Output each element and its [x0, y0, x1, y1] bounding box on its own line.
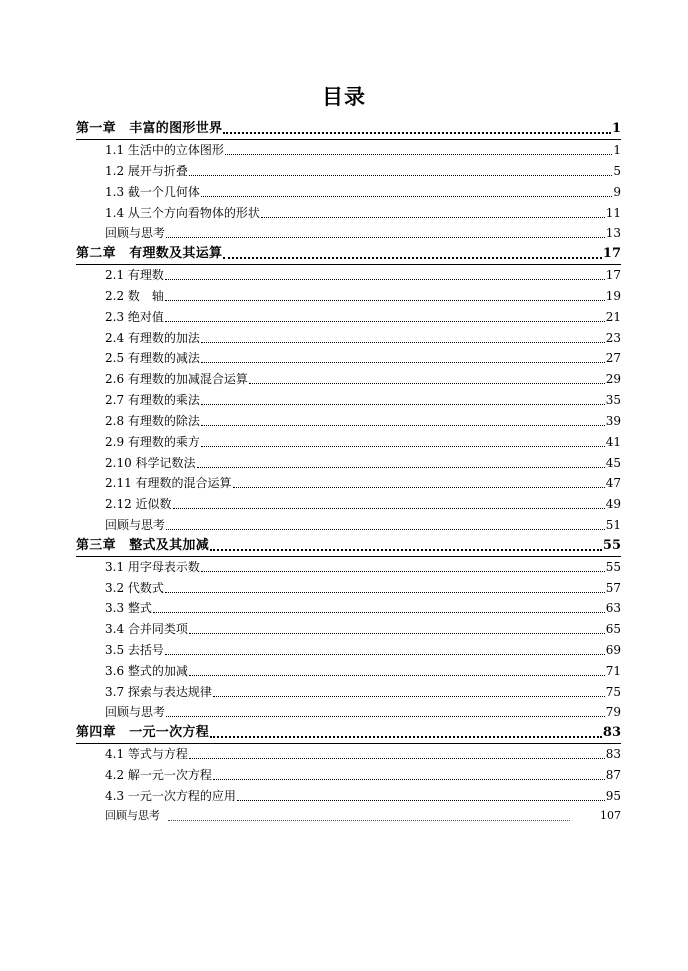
toc-entry-page: 45 [605, 456, 621, 470]
toc-entry[interactable] [105, 640, 621, 660]
dot-leader [223, 132, 611, 134]
toc-entry[interactable] [105, 223, 621, 243]
dot-leader [189, 175, 612, 176]
dot-leader [165, 654, 605, 655]
dot-leader [168, 820, 570, 821]
toc-chapter-3[interactable] [76, 536, 621, 556]
toc-entry-label: 2.11 有理数的混合运算 [105, 476, 232, 490]
toc-entry[interactable] [105, 682, 621, 702]
toc-entry[interactable] [105, 161, 621, 181]
toc-entry-page: 9 [613, 185, 621, 199]
toc-entry-label: 1.3 截一个几何体 [105, 185, 200, 199]
toc-chapter-2[interactable] [76, 244, 621, 264]
toc-entry[interactable] [105, 432, 621, 452]
dot-leader [201, 425, 605, 426]
dot-leader [225, 154, 612, 155]
toc-entry-label: 2.5 有理数的减法 [105, 351, 200, 365]
toc-entry-page: 65 [605, 622, 621, 636]
toc-entry[interactable] [105, 557, 621, 577]
toc-entry[interactable] [105, 661, 621, 681]
toc-entry[interactable] [105, 744, 621, 764]
toc-entry-label: 3.4 合并同类项 [105, 622, 188, 636]
toc-entry-page: 23 [605, 331, 621, 345]
toc-entry-label: 第二章 有理数及其运算 [76, 246, 223, 261]
toc-entry[interactable] [105, 702, 621, 722]
toc-entry-label: 1.2 展开与折叠 [105, 164, 188, 178]
dot-leader [210, 549, 602, 551]
toc-entry-label: 4.2 解一元一次方程 [105, 768, 212, 782]
toc-entry-label: 2.12 近似数 [105, 497, 172, 511]
dot-leader [166, 237, 605, 238]
toc-chapter-4[interactable] [76, 723, 621, 743]
toc-entry[interactable] [105, 307, 621, 327]
toc-entry[interactable] [105, 140, 621, 160]
toc-entry[interactable] [105, 473, 621, 493]
dot-leader [201, 196, 612, 197]
toc-entry-page: 39 [605, 414, 621, 428]
toc-entry-page: 11 [605, 206, 621, 220]
toc-entry-page: 51 [605, 518, 621, 532]
toc-entry[interactable] [105, 578, 621, 598]
toc-entry-page: 21 [605, 310, 621, 324]
toc-entry-label: 第一章 丰富的图形世界 [76, 121, 223, 136]
dot-leader [165, 592, 605, 593]
toc-entry-page: 79 [605, 705, 621, 719]
toc-entry-label: 回顾与思考 [105, 705, 166, 719]
toc-entry[interactable] [105, 598, 621, 618]
toc-entry-page: 13 [605, 226, 621, 240]
toc-entry-label: 3.5 去括号 [105, 643, 164, 657]
toc-entry-label: 2.2 数 轴 [105, 289, 164, 303]
toc-entry[interactable] [105, 182, 621, 202]
toc-entry-page: 107 [600, 809, 621, 822]
page-title: 目录 [322, 84, 366, 109]
toc-entry-page: 83 [602, 725, 621, 740]
toc-entry-page: 87 [605, 768, 621, 782]
toc-entry-page: 83 [605, 747, 621, 761]
dot-leader [166, 529, 605, 530]
toc-entry-label: 回顾与思考 [105, 518, 166, 532]
toc-entry[interactable] [105, 348, 621, 368]
toc-entry-page: 63 [605, 601, 621, 615]
toc-entry[interactable] [105, 328, 621, 348]
dot-leader [261, 217, 605, 218]
toc-entry-page: 41 [605, 435, 621, 449]
toc-entry-page: 17 [605, 268, 621, 282]
toc-entry-page: 1 [611, 121, 621, 136]
dot-leader [201, 342, 605, 343]
toc-entry-label: 回顾与思考 [105, 809, 160, 822]
dot-leader [210, 736, 602, 738]
dot-leader [165, 321, 605, 322]
toc-entry-label: 2.1 有理数 [105, 268, 164, 282]
dot-leader [189, 633, 605, 634]
toc-entry-label: 第四章 一元一次方程 [76, 725, 210, 740]
toc-entry-label: 3.6 整式的加减 [105, 664, 188, 678]
toc-entry-label: 2.10 科学记数法 [105, 456, 196, 470]
dot-leader [201, 404, 605, 405]
dot-leader [233, 487, 605, 488]
dot-leader [165, 300, 605, 301]
toc-entry[interactable] [105, 494, 621, 514]
toc-entry-page: 27 [605, 351, 621, 365]
toc-entry-page: 5 [613, 164, 621, 178]
toc-entry-page: 1 [613, 143, 621, 157]
toc-entry-page: 19 [605, 289, 621, 303]
toc-entry-label: 4.3 一元一次方程的应用 [105, 789, 236, 803]
toc-entry-page: 71 [605, 664, 621, 678]
toc-entry[interactable] [105, 619, 621, 639]
toc-entry-label: 2.3 绝对值 [105, 310, 164, 324]
toc-entry-label: 4.1 等式与方程 [105, 747, 188, 761]
toc-entry[interactable] [105, 411, 621, 431]
toc-entry[interactable] [105, 390, 621, 410]
dot-leader [173, 508, 605, 509]
dot-leader [189, 758, 605, 759]
toc-entry[interactable] [105, 765, 621, 785]
toc-entry-label: 1.1 生活中的立体图形 [105, 143, 224, 157]
dot-leader [166, 716, 605, 717]
toc-entry-label: 2.4 有理数的加法 [105, 331, 200, 345]
dot-leader [197, 467, 605, 468]
toc-entry-label: 2.8 有理数的除法 [105, 414, 200, 428]
toc-entry[interactable] [105, 515, 621, 535]
toc-entry[interactable] [105, 369, 621, 389]
toc-entry[interactable] [105, 203, 621, 223]
toc-entry-page: 75 [605, 685, 621, 699]
dot-leader [189, 675, 605, 676]
toc-entry-label: 3.1 用字母表示数 [105, 560, 200, 574]
dot-leader [201, 571, 605, 572]
toc-entry-label: 3.3 整式 [105, 601, 152, 615]
toc-entry-label: 1.4 从三个方向看物体的形状 [105, 206, 260, 220]
toc-entry-page: 55 [602, 538, 621, 553]
dot-leader [237, 800, 605, 801]
dot-leader [201, 446, 605, 447]
toc-entry-page: 47 [605, 476, 621, 490]
toc-entry-page: 35 [605, 393, 621, 407]
dot-leader [223, 257, 602, 259]
dot-leader [213, 779, 605, 780]
dot-leader [153, 612, 605, 613]
toc-entry-label: 2.9 有理数的乘方 [105, 435, 200, 449]
toc-entry-label: 3.7 探索与表达规律 [105, 685, 212, 699]
toc-entry-page: 29 [605, 372, 621, 386]
toc-entry-page: 55 [605, 560, 621, 574]
toc-entry[interactable] [105, 265, 621, 285]
toc-entry[interactable] [105, 786, 621, 806]
toc-entry-page: 69 [605, 643, 621, 657]
dot-leader [201, 362, 605, 363]
toc-entry-page: 49 [605, 497, 621, 511]
toc-entry[interactable] [105, 806, 621, 826]
toc-entry-page: 17 [602, 246, 621, 261]
toc-entry[interactable] [105, 453, 621, 473]
dot-leader [165, 279, 605, 280]
toc-entry-label: 2.6 有理数的加减混合运算 [105, 372, 248, 386]
toc-entry[interactable] [105, 286, 621, 306]
toc-entry-label: 3.2 代数式 [105, 581, 164, 595]
toc-entry-label: 回顾与思考 [105, 226, 166, 240]
dot-leader [249, 383, 605, 384]
toc-entry-page: 95 [605, 789, 621, 803]
toc-entry-label: 2.7 有理数的乘法 [105, 393, 200, 407]
dot-leader [213, 696, 605, 697]
toc-chapter-1[interactable] [76, 119, 621, 139]
toc-entry-label: 第三章 整式及其加减 [76, 538, 210, 553]
toc-entry-page: 57 [605, 581, 621, 595]
